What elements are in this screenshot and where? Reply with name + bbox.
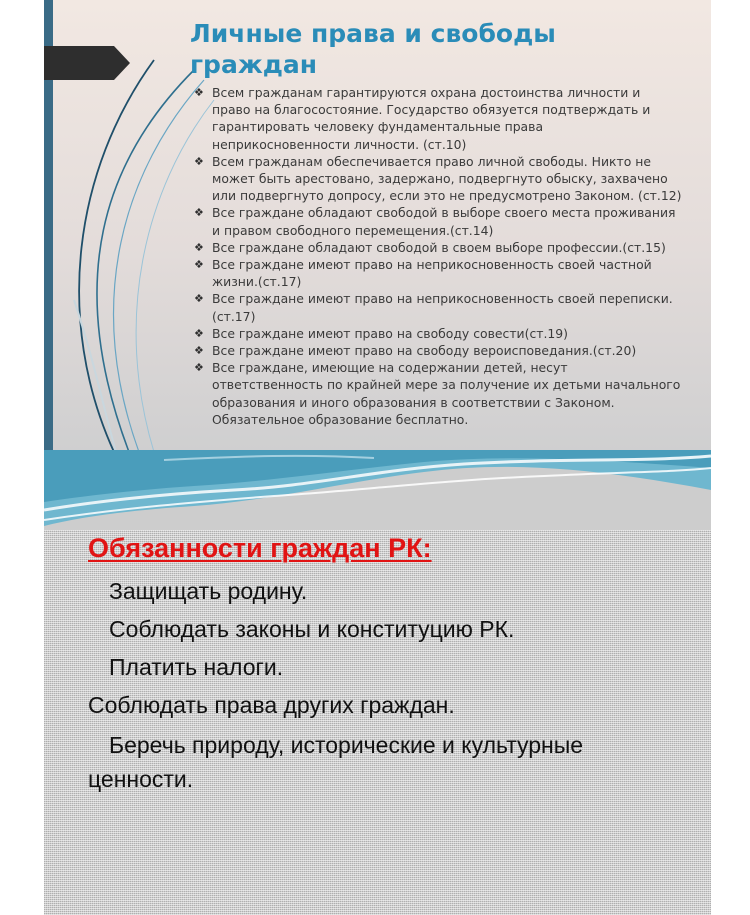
duties-title: Обязанности граждан РК: <box>88 533 432 563</box>
rights-item: ❖ Всем гражданам гарантируются охрана достоинства личности и право на благосостояние. Государство обязуется подтверждать и гарантировать человеку фундаментальные права неприкосновенности личности. (ст.10) <box>194 85 651 152</box>
rights-item: ❖ Все граждане имеют право на свободу вероисповедания.(ст.20) <box>194 343 637 359</box>
duties-list <box>88 572 688 796</box>
rights-item: ❖ Всем гражданам обеспечивается право личной свободы. Никто не может быть арестовано, задержано, подвергнуто обыску, захвачено или подвергнуто допросу, если это не предусмотрено Законом. (ст.12) <box>194 153 682 204</box>
diamond-bullet-icon: ❖ <box>194 326 204 340</box>
rights-item: ❖ Все граждане имеют право на неприкосновенность своей переписки.(ст.17) <box>194 291 673 324</box>
duty-item: Защищать родину. <box>109 578 308 604</box>
pentagon-arrow-icon <box>44 46 130 80</box>
duty-item: Соблюдать законы и конституцию РК. <box>109 616 515 642</box>
rights-item: ❖ Все граждане, имеющие на содержании детей, несут ответственность по крайней мере за получение их детьми начального образования и иного образования в соответствии с Законом. Обязательное образование бесплатно. <box>194 360 681 427</box>
diamond-bullet-icon: ❖ <box>194 258 204 272</box>
rights-item: ❖ Все граждане обладают свободой в выборе своего места проживания и правом свободного перемещения.(ст.14) <box>194 205 676 238</box>
rights-slide <box>44 0 711 452</box>
duty-item: Беречь природу, исторические и культурные ценности. <box>88 732 584 792</box>
duty-item: Платить налоги. <box>109 654 284 680</box>
rights-item: ❖ Все граждане имеют право на свободу совести(ст.19) <box>194 325 569 341</box>
rights-item: ❖ Все граждане обладают свободой в своем выборе профессии.(ст.15) <box>194 239 666 255</box>
diamond-bullet-icon: ❖ <box>194 361 204 375</box>
diamond-bullet-icon: ❖ <box>194 206 204 220</box>
wave-banner <box>44 450 711 530</box>
diamond-bullet-icon: ❖ <box>194 292 204 306</box>
diamond-bullet-icon: ❖ <box>194 344 204 358</box>
diamond-bullet-icon: ❖ <box>194 240 204 254</box>
diamond-bullet-icon: ❖ <box>194 154 204 168</box>
diamond-bullet-icon: ❖ <box>194 86 204 99</box>
duty-item: Соблюдать права других граждан. <box>88 692 455 718</box>
rights-item: ❖ Все граждане имеют право на неприкосновенность своей частной жизни.(ст.17) <box>194 257 652 290</box>
rights-title: Личные права и свободы граждан <box>190 19 556 79</box>
rights-list <box>194 84 682 428</box>
duties-slide <box>44 450 711 915</box>
